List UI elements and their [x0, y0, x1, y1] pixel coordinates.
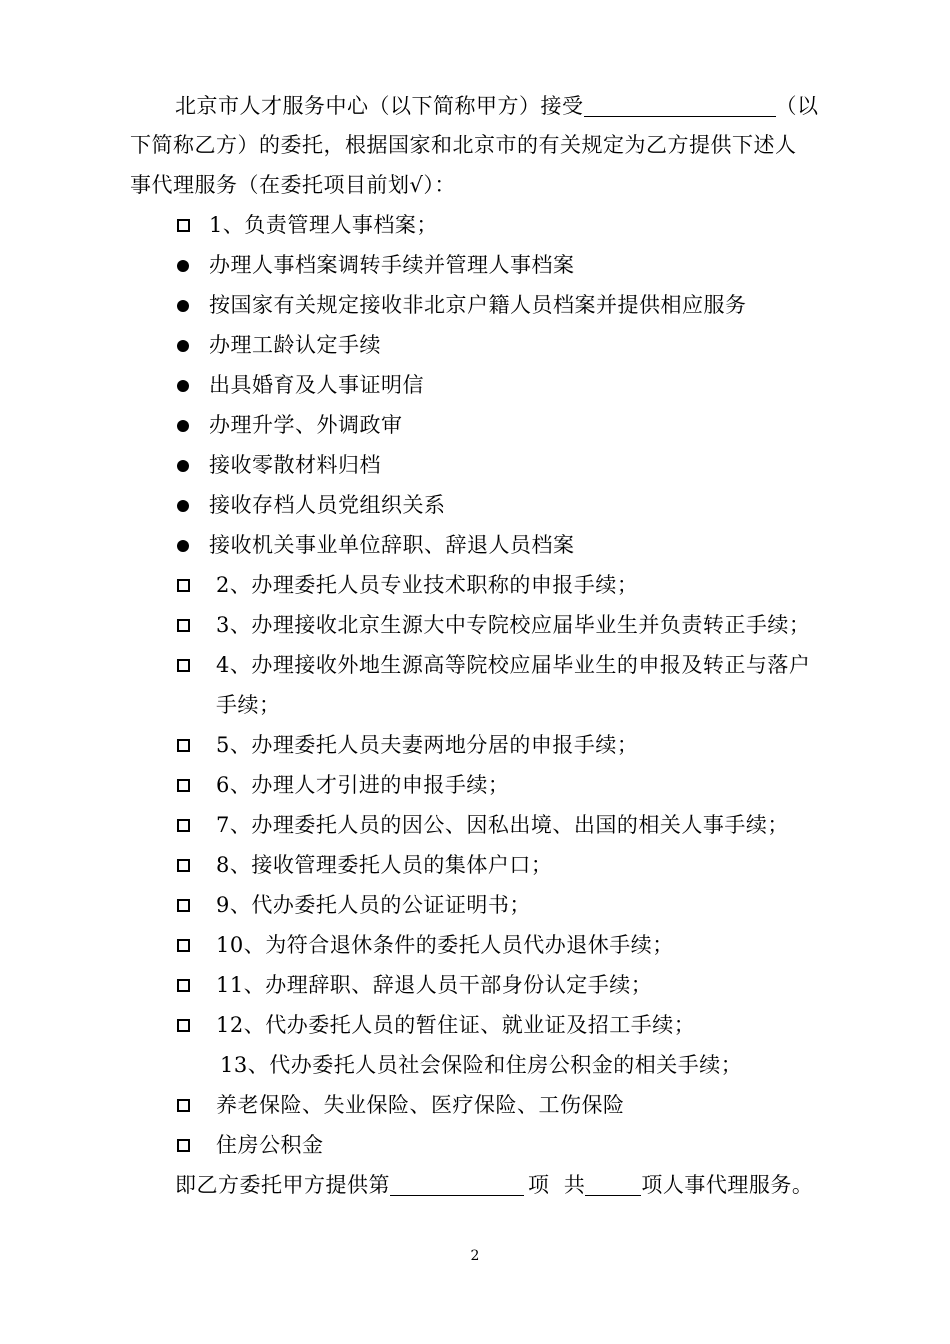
checkbox-item-9[interactable] — [177, 899, 190, 912]
checkbox-item-8[interactable] — [177, 859, 190, 872]
intro-text-1b: （以 — [775, 94, 819, 118]
subitem-2: 按国家有关规定接收非北京户籍人员档案并提供相应服务 — [209, 293, 747, 317]
bullet-icon — [177, 500, 189, 512]
item-4-line-1: 4、办理接收外地生源高等院校应届毕业生的申报及转正与落户 — [216, 653, 811, 677]
item-8: 8、接收管理委托人员的集体户口； — [216, 853, 553, 877]
checkbox-item-5[interactable] — [177, 739, 190, 752]
bullet-icon — [177, 380, 189, 392]
subitem-5: 办理升学、外调政审 — [209, 413, 403, 437]
item-7: 7、办理委托人员的因公、因私出境、出国的相关人事手续； — [216, 813, 789, 837]
item-12: 12、代办委托人员的暂住证、就业证及招工手续； — [216, 1013, 696, 1037]
item-13-housing-fund: 住房公积金 — [216, 1133, 324, 1157]
bullet-icon — [177, 460, 189, 472]
intro-line-2: 下简称乙方）的委托，根据国家和北京市的有关规定为乙方提供下述人 — [130, 133, 797, 157]
bullet-icon — [177, 260, 189, 272]
item-13-insurance: 养老保险、失业保险、医疗保险、工伤保险 — [216, 1093, 625, 1117]
item-1: 1、负责管理人事档案； — [209, 213, 438, 237]
closing-text-b: 项 共 — [528, 1173, 586, 1197]
bullet-icon — [177, 340, 189, 352]
subitem-7: 接收存档人员党组织关系 — [209, 493, 446, 517]
intro-line-3: 事代理服务（在委托项目前划√）： — [130, 173, 456, 197]
item-11: 11、办理辞职、辞退人员干部身份认定手续； — [216, 973, 653, 997]
intro-line-1 — [175, 92, 819, 120]
service-numbers-blank[interactable] — [390, 1173, 524, 1196]
checkbox-insurance[interactable] — [177, 1099, 190, 1112]
checkbox-housing-fund[interactable] — [177, 1139, 190, 1152]
checkbox-item-11[interactable] — [177, 979, 190, 992]
subitem-6: 接收零散材料归档 — [209, 453, 381, 477]
bullet-icon — [177, 420, 189, 432]
item-10: 10、为符合退休条件的委托人员代办退休手续； — [216, 933, 674, 957]
subitem-8: 接收机关事业单位辞职、辞退人员档案 — [209, 533, 575, 557]
intro-text-1a: 北京市人才服务中心（以下简称甲方）接受 — [175, 94, 584, 118]
item-3: 3、办理接收北京生源大中专院校应届毕业生并负责转正手续； — [216, 613, 811, 637]
closing-line — [175, 1171, 813, 1199]
subitem-3: 办理工龄认定手续 — [209, 333, 381, 357]
checkbox-item-3[interactable] — [177, 619, 190, 632]
checkbox-item-1[interactable] — [177, 219, 190, 232]
item-6: 6、办理人才引进的申报手续； — [216, 773, 510, 797]
checkbox-item-12[interactable] — [177, 1019, 190, 1032]
bullet-icon — [177, 540, 189, 552]
item-9: 9、代办委托人员的公证证明书； — [216, 893, 531, 917]
checkbox-item-2[interactable] — [177, 579, 190, 592]
entrusting-party-blank[interactable] — [584, 94, 776, 117]
checkbox-item-4[interactable] — [177, 659, 190, 672]
checkbox-item-10[interactable] — [177, 939, 190, 952]
checkbox-item-7[interactable] — [177, 819, 190, 832]
subitem-4: 出具婚育及人事证明信 — [209, 373, 424, 397]
service-count-blank[interactable] — [585, 1173, 641, 1196]
closing-text-a: 即乙方委托甲方提供第 — [175, 1173, 390, 1197]
bullet-icon — [177, 300, 189, 312]
page-number: 2 — [470, 1248, 480, 1264]
closing-text-c: 项人事代理服务。 — [641, 1173, 814, 1197]
item-5: 5、办理委托人员夫妻两地分居的申报手续； — [216, 733, 639, 757]
item-2: 2、办理委托人员专业技术职称的申报手续； — [216, 573, 639, 597]
item-13: 13、代办委托人员社会保险和住房公积金的相关手续； — [220, 1053, 743, 1077]
checkbox-item-6[interactable] — [177, 779, 190, 792]
item-4-line-2: 手续； — [216, 693, 281, 717]
subitem-1: 办理人事档案调转手续并管理人事档案 — [209, 253, 575, 277]
